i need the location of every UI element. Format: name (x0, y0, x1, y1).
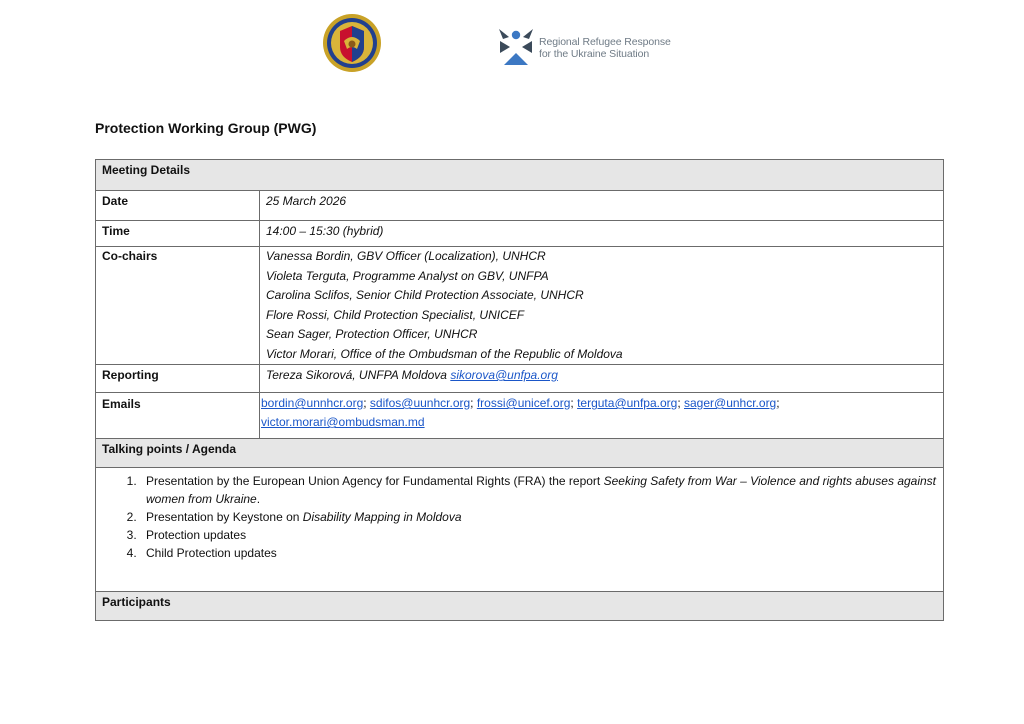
partner-logo-text (539, 36, 671, 60)
email-separator: ; (470, 396, 477, 410)
cochair-item: Victor Morari, Office of the Ombudsman of the Republic of Moldova (266, 346, 623, 361)
agenda-body-row (96, 468, 944, 592)
time-label: Time (96, 221, 260, 247)
participants-header-row (96, 592, 944, 621)
email-link[interactable]: victor.morari@ombudsman.md (261, 415, 425, 429)
participants-header: Participants (96, 592, 944, 621)
agenda-list (102, 472, 937, 562)
agenda-item (140, 544, 937, 562)
cochairs-list (260, 247, 944, 365)
agenda-item-text: Protection updates (146, 528, 247, 542)
reporting-label: Reporting (96, 365, 260, 393)
emails-row (96, 393, 944, 439)
date-row (96, 191, 944, 221)
email-separator: ; (776, 396, 780, 410)
partner-logo-line2: for the Ukraine Situation (539, 48, 650, 60)
agenda-item-punctuation: . (256, 492, 261, 506)
agenda-header: Talking points / Agenda (96, 439, 944, 468)
email-separator: ; (363, 396, 370, 410)
moldova-coat-of-arms-icon (322, 13, 382, 73)
cochair-item: Carolina Sclifos, Senior Child Protection Associate, UNHCR (266, 288, 584, 302)
cochairs-row (96, 247, 944, 365)
agenda-item (140, 526, 937, 544)
cochair-item: Flore Rossi, Child Protection Specialist, UNICEF (266, 307, 525, 322)
emails-label: Emails (96, 393, 260, 439)
agenda-item-text: Presentation by Keystone on (146, 510, 303, 524)
cochair-item: Sean Sager, Protection Officer, UNHCR (266, 327, 478, 341)
email-link[interactable]: sager@unhcr.org (684, 396, 777, 410)
agenda-header-row (96, 439, 944, 468)
email-link[interactable]: terguta@unfpa.org (577, 396, 678, 410)
header-logos (0, 0, 1024, 90)
email-separator: ; (677, 396, 684, 410)
meeting-details-header-row (96, 160, 944, 191)
date-label: Date (96, 191, 260, 221)
partner-logo-line1: Regional Refugee Response (539, 36, 671, 48)
agenda-item-report-title: Seeking Safety from War – Violence and rights abuses against women from Ukraine (146, 474, 937, 506)
agenda-item-text: Presentation by the European Union Agency for Fundamental Rights (FRA) the report (146, 474, 604, 488)
agenda-item (140, 508, 937, 526)
reporting-row (96, 365, 944, 393)
refugee-response-emblem-icon (496, 27, 536, 67)
agenda-item (140, 472, 937, 508)
reporting-email-link[interactable]: sikorova@unfpa.org (450, 368, 558, 382)
email-separator: ; (570, 396, 578, 410)
cochair-item: Vanessa Bordin, GBV Officer (Localization), UNHCR (266, 249, 546, 263)
agenda-item-topic: Disability Mapping in Moldova (302, 510, 462, 524)
meeting-details-header: Meeting Details (96, 160, 944, 191)
reporting-value (260, 365, 944, 393)
reporting-text: Tereza Sikorová, UNFPA Moldova (266, 368, 447, 382)
agenda-item-text: Child Protection updates (146, 546, 277, 560)
time-row (96, 221, 944, 247)
meeting-table (95, 159, 944, 621)
time-value: 14:00 – 15:30 (hybrid) (260, 221, 944, 247)
email-link[interactable]: frossi@unicef.org (476, 396, 571, 410)
agenda-body (96, 468, 944, 592)
email-link[interactable]: sdifos@uunhcr.org (369, 396, 471, 410)
emails-list (260, 393, 944, 439)
date-value: 25 March 2026 (260, 191, 944, 221)
cochairs-label: Co-chairs (96, 247, 260, 365)
email-link[interactable]: bordin@unnhcr.org (261, 396, 364, 410)
regional-refugee-response-logo (496, 24, 671, 72)
document-title: Protection Working Group (PWG) (95, 120, 317, 136)
cochair-item: Violeta Terguta, Programme Analyst on GBV, UNFPA (266, 268, 549, 283)
